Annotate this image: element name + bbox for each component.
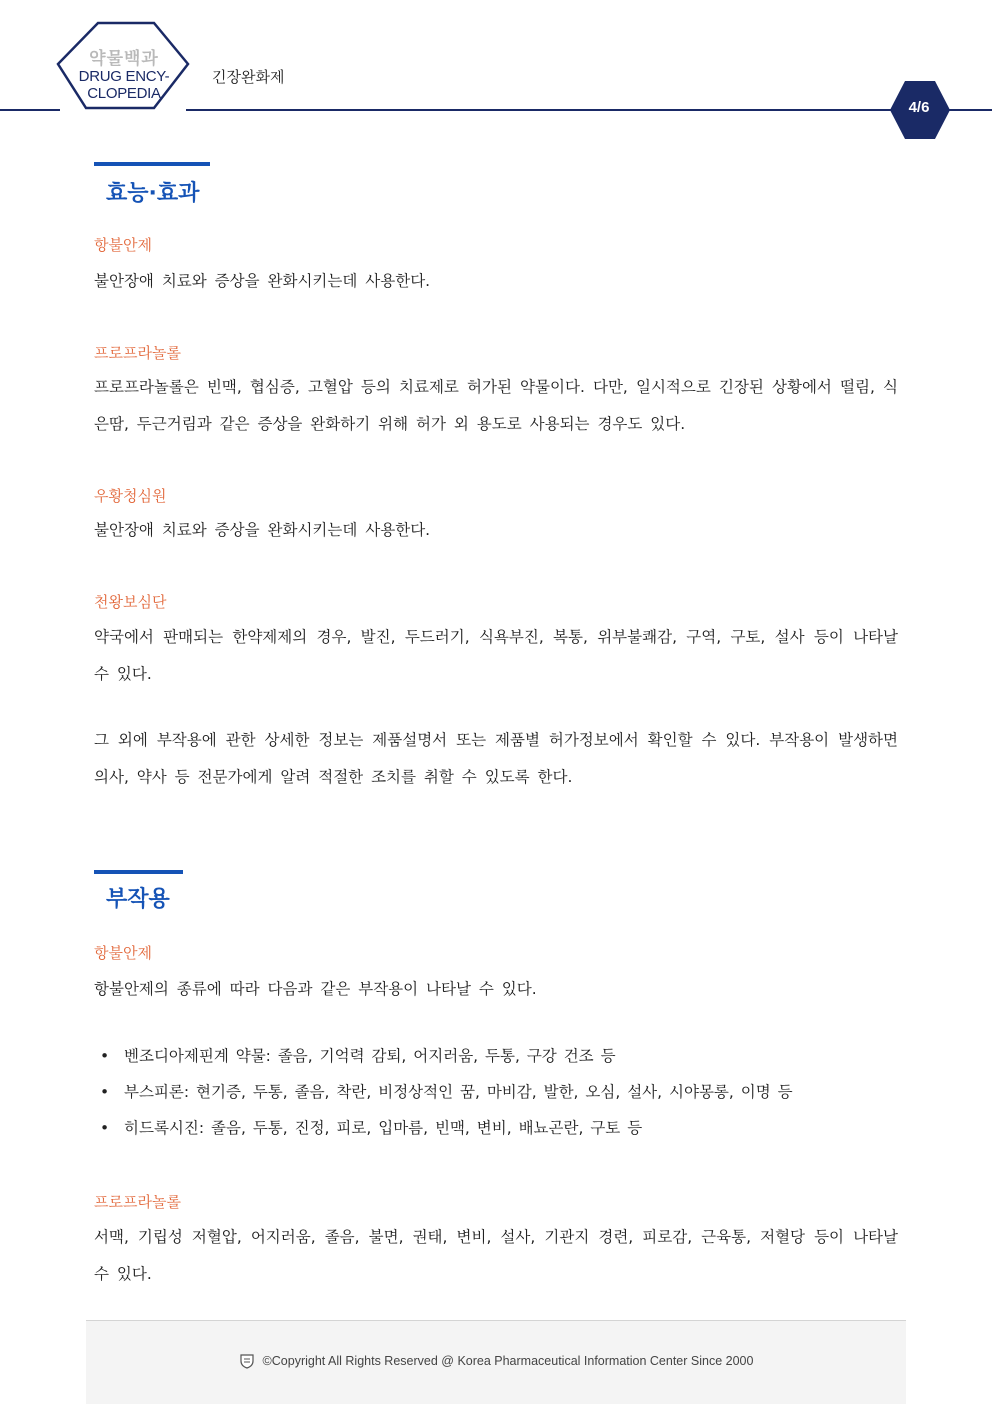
paragraph: 프로프라놀롤은 빈맥, 협심증, 고혈압 등의 치료제로 허가된 약물이다. 다만, 일시적으로 긴장된 상황에서 떨림, 식은땀, 두근거림과 같은 증상을 완화하기 위해 허가 외 용도로 사용되는 경우도 있다. — [94, 378, 898, 433]
subheading: 항불안제 — [94, 236, 152, 254]
bullet-icon: • — [100, 1047, 110, 1065]
subheading: 항불안제 — [94, 944, 152, 962]
subheading: 우황청심원 — [94, 487, 167, 505]
section-title-side-effects: 부작용 — [106, 887, 170, 912]
bullet-icon: • — [100, 1119, 110, 1137]
section-title-efficacy: 효능·효과 — [106, 181, 200, 206]
footer-content — [86, 1353, 906, 1369]
list-item-text: 벤조디아제핀계 약물: 졸음, 기억력 감퇴, 어지러움, 두통, 구강 건조 등 — [124, 1047, 616, 1065]
list-item — [94, 1074, 793, 1110]
logo-korean: 약물백과 — [89, 49, 159, 69]
list-item-text: 히드록시진: 졸음, 두통, 진정, 피로, 입마름, 빈맥, 변비, 배뇨곤란, 구토 등 — [124, 1119, 643, 1137]
paragraph: 불안장애 치료와 증상을 완화시키는데 사용한다. — [94, 521, 431, 539]
logo-english-line1: DRUG ENCY- — [78, 68, 170, 85]
logo-english-line2: CLOPEDIA — [87, 85, 161, 102]
copyright-text: ©Copyright All Rights Reserved @ Korea Pharmaceutical Information Center Since 2000 — [262, 1354, 754, 1368]
page-number: 4/6 — [908, 99, 930, 116]
list-item — [94, 1110, 793, 1146]
paragraph: 그 외에 부작용에 관한 상세한 정보는 제품설명서 또는 제품별 허가정보에서 확인할 수 있다. 부작용이 발생하면 의사, 약사 등 전문가에게 알려 적절한 조치를 취할 수 있도록 한다. — [94, 731, 898, 786]
subheading: 프로프라놀롤 — [94, 1193, 181, 1211]
paragraph: 불안장애 치료와 증상을 완화시키는데 사용한다. — [94, 272, 431, 290]
subheading: 프로프라놀롤 — [94, 344, 181, 362]
list-item-text: 부스피론: 현기증, 두통, 졸음, 착란, 비정상적인 꿈, 마비감, 발한, 오심, 설사, 시야몽롱, 이명 등 — [124, 1083, 793, 1101]
section-bar — [94, 870, 183, 874]
page-header — [0, 0, 992, 140]
paragraph: 항불안제의 종류에 따라 다음과 같은 부작용이 나타날 수 있다. — [94, 980, 537, 998]
section-bar — [94, 162, 210, 166]
subheading: 천왕보심단 — [94, 593, 167, 611]
list-item — [94, 1038, 793, 1074]
category-title: 긴장완화제 — [212, 68, 285, 86]
page-footer — [86, 1320, 906, 1404]
paragraph: 서맥, 기립성 저혈압, 어지러움, 졸음, 불면, 권태, 변비, 설사, 기관지 경련, 피로감, 근육통, 저혈당 등이 나타날 수 있다. — [94, 1228, 898, 1283]
paragraph: 약국에서 판매되는 한약제제의 경우, 발진, 두드러기, 식욕부진, 복통, 위부불쾌감, 구역, 구토, 설사 등이 나타날 수 있다. — [94, 628, 898, 683]
shield-logo-icon — [239, 1353, 255, 1369]
bullet-icon: • — [100, 1083, 110, 1101]
side-effect-list — [94, 1038, 793, 1146]
logo-english — [62, 68, 186, 102]
